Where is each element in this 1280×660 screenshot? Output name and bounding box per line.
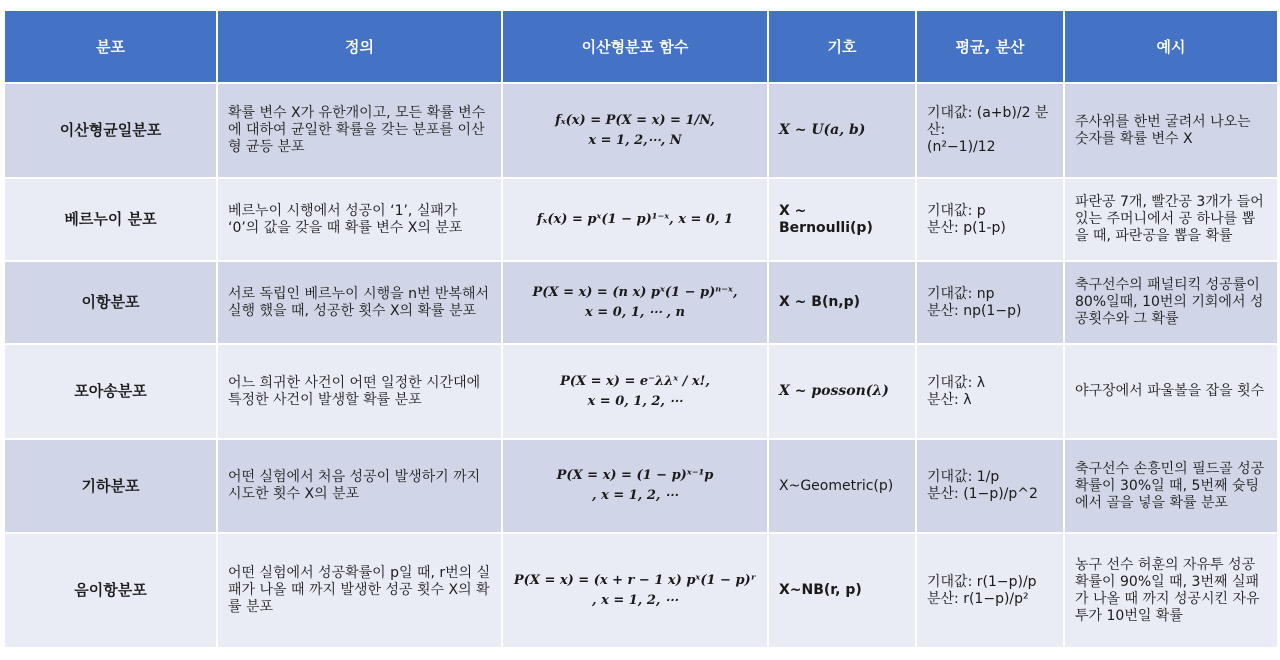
header-row (4, 10, 1278, 83)
definition-cell: 서로 독립인 베르누이 시행을 n번 반복해서 실행 했을 때, 성공한 횟수 X의 확률 분포 (217, 261, 502, 344)
example-cell: 농구 선수 허훈의 자유투 성공 확률이 90%일 때, 3번째 실패가 나올 때 까지 성공시킨 자유투가 10번일 확률 (1064, 533, 1278, 648)
symbol-cell: X ~ B(n,p) (768, 261, 916, 344)
example-cell: 파란공 7개, 빨간공 3개가 들어있는 주머니에서 공 하나를 뽑을 때, 파란공을 뽑을 확률 (1064, 178, 1278, 261)
formula-cell (502, 83, 768, 178)
formula-cell (502, 439, 768, 533)
variance-line: 분산: p(1-p) (927, 219, 1006, 236)
formula-line: x = 1, 2,⋯, N (588, 132, 682, 148)
header-mean-variance: 평균, 분산 (916, 10, 1064, 83)
header-distribution: 분포 (4, 10, 217, 83)
mean-line: 기대값: λ (927, 374, 986, 391)
formula-line: , x = 1, 2, ⋯ (592, 488, 678, 503)
distribution-name: 포아송분포 (4, 344, 217, 439)
distribution-table (3, 9, 1279, 649)
formula-line: P(X = x) = (1 − p)ˣ⁻¹p (556, 468, 714, 483)
table-row (4, 344, 1278, 439)
distribution-name: 기하분포 (4, 439, 217, 533)
mean-variance-cell (916, 533, 1064, 648)
formula-cell (502, 261, 768, 344)
example-cell: 축구선수의 패널티킥 성공률이 80%일때, 10번의 기회에서 성공횟수와 그 확률 (1064, 261, 1278, 344)
formula-line: P(X = x) = (n x) pˣ(1 − p)ⁿ⁻ˣ, (532, 284, 738, 300)
example-cell: 축구선수 손흥민의 필드골 성공 확률이 30%일 때, 5번째 슛팅에서 골을 넣을 확률 분포 (1064, 439, 1278, 533)
formula-line: fₓ(x) = pˣ(1 − p)¹⁻ˣ, x = 0, 1 (536, 211, 734, 227)
formula-line: x = 0, 1, ⋯ , n (585, 304, 685, 320)
mean-variance-cell (916, 83, 1064, 178)
header-definition: 정의 (217, 10, 502, 83)
formula-cell (502, 178, 768, 261)
mean-line: 기대값: (a+b)/2 분산: (927, 105, 1049, 138)
header-example: 예시 (1064, 10, 1278, 83)
variance-line: 분산: np(1−p) (927, 302, 1022, 319)
mean-line: 기대값: r(1−p)/p (927, 573, 1037, 590)
formula-line: , x = 1, 2, ⋯ (592, 592, 678, 608)
mean-line: 기대값: np (927, 285, 995, 302)
table-row (4, 83, 1278, 178)
formula-cell (502, 533, 768, 648)
symbol-cell: X ~ Bernoulli(p) (768, 178, 916, 261)
formula-line: P(X = x) = (x + r − 1 x) pˣ(1 − p)ʳ (513, 572, 757, 588)
formula-line: P(X = x) = e⁻λλˣ / x!, (560, 373, 710, 389)
definition-cell: 어떤 실험에서 성공확률이 p일 때, r번의 실패가 나올 때 까지 발생한 성공 횟수 X의 확률 분포 (217, 533, 502, 648)
distribution-name: 이산형균일분포 (4, 83, 217, 178)
variance-line: 분산: λ (927, 391, 972, 408)
variance-line: 분산: (1−p)/p^2 (927, 486, 1038, 502)
distribution-name: 음이항분포 (4, 533, 217, 648)
mean-variance-cell (916, 344, 1064, 439)
variance-line: 분산: r(1−p)/p² (927, 590, 1029, 607)
definition-cell: 어느 희귀한 사건이 어떤 일정한 시간대에 특정한 사건이 발생할 확률 분포 (217, 344, 502, 439)
mean-variance-cell (916, 439, 1064, 533)
mean-line: 기대값: p (927, 202, 986, 219)
header-pmf: 이산형분포 함수 (502, 10, 768, 83)
example-cell: 주사위를 한번 굴려서 나오는 숫자를 확률 변수 X (1064, 83, 1278, 178)
symbol-cell: X ~ posson(λ) (768, 344, 916, 439)
mean-line: 기대값: 1/p (927, 469, 1000, 485)
distribution-name: 이항분포 (4, 261, 217, 344)
definition-cell: 확률 변수 X가 유한개이고, 모든 확률 변수에 대하여 균일한 확률을 갖는 분포를 이산형 균등 분포 (217, 83, 502, 178)
definition-cell: 베르누이 시행에서 성공이 ‘1’, 실패가 ‘0’의 값을 갖을 때 확률 변수 X의 분포 (217, 178, 502, 261)
mean-variance-cell (916, 261, 1064, 344)
symbol-cell: X~NB(r, p) (768, 533, 916, 648)
symbol-cell: X~Geometric(p) (768, 439, 916, 533)
distribution-name: 베르누이 분포 (4, 178, 217, 261)
table-row (4, 439, 1278, 533)
example-cell: 야구장에서 파울볼을 잡을 횟수 (1064, 344, 1278, 439)
variance-line: (n²−1)/12 (927, 139, 996, 155)
formula-line: x = 0, 1, 2, ⋯ (587, 393, 683, 409)
formula-cell (502, 344, 768, 439)
formula-line: fₓ(x) = P(X = x) = 1/N, (555, 112, 715, 128)
mean-variance-cell (916, 178, 1064, 261)
table-row (4, 533, 1278, 648)
symbol-cell: X ~ U(a, b) (768, 83, 916, 178)
table-row (4, 261, 1278, 344)
header-symbol: 기호 (768, 10, 916, 83)
definition-cell: 어떤 실험에서 처음 성공이 발생하기 까지 시도한 횟수 X의 분포 (217, 439, 502, 533)
table-row (4, 178, 1278, 261)
